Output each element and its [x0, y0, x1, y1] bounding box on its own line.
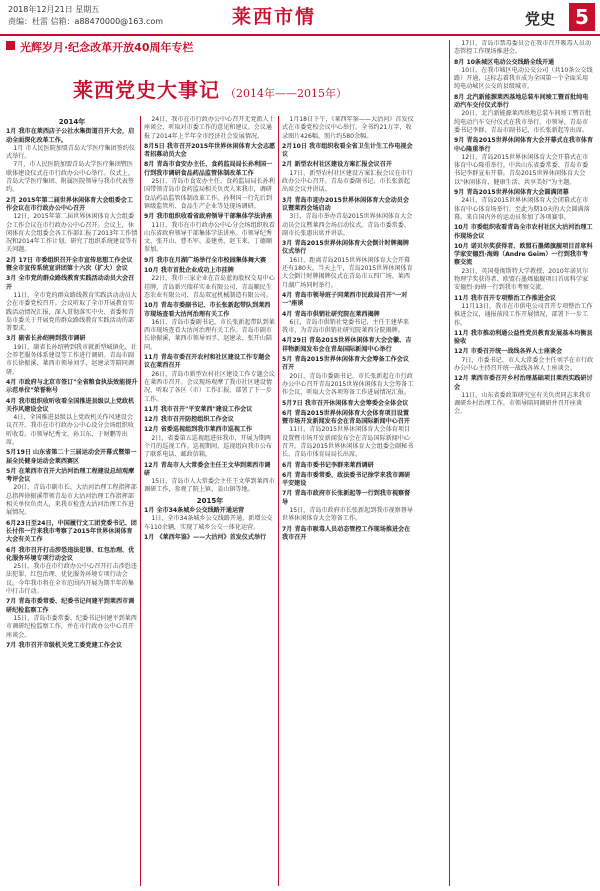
event-heading: 11月 我市召开"平安莱西"建设工作会议 [144, 405, 253, 413]
article-title-main: 莱西党史大事记 [72, 78, 220, 102]
section-title: 党史 [525, 10, 556, 28]
event-heading: 11月 我市推动利通公益性党员教育发展基本均衡县验收 [454, 329, 593, 346]
text-column-4 [454, 40, 594, 886]
event-paragraph: 16日，青岛市委副书记、市长张新起带队到莱西市现场查看大沽河治理有关工作。青岛市副市长徐振溪，莱西市领导刘孚、赵建录、张开山陪同。 [144, 318, 275, 351]
page-number: 5 [569, 3, 595, 31]
event-paragraph: 1日，全市34条城乡公交线路开通，新增公交车110余辆，实现了城乡公交一体化运营。 [144, 515, 273, 531]
event-paragraph: 7月，市人民医院加盟青岛大学医疗集团暨医联体建设仪式在市行政办公中心举行。仪式上，青岛大学医疗集团、附属医院领导与我市代表签约。 [6, 161, 134, 194]
event-heading: 7月 我市召开市级机关党工委党建工作会议 [6, 641, 123, 649]
event-heading: 3月 青岛市迎办2015世界休闲体育大会动员会议暨莱西会场启动 [282, 196, 409, 212]
event-paragraph: 11日，青岛2015世界休闲体育大会体育项目设置暨市场开发新闻发布会在青岛国际新闻中心召开。青岛2015世界休闲体育大会组委会副秘书长、青岛市体育局局长出席。 [282, 426, 414, 459]
event-heading: 6月23日至24日，中国履行文工团党委书记、团长付伟一行来我市考察了2015年世界休闲体育大会有关工作 [6, 519, 137, 544]
event-heading: 8月 北汽新能源莱西基地总装车间竣工暨首批纯电动汽车交付仪式举行 [454, 93, 589, 110]
event-paragraph: 11日，全市党的群众路线教育实践活动动员大会在市委党校召开。会议听取了全市开展教育实践活动情况汇报，深入贯彻落实中央、省委和青岛市委关于开展党的群众路线教育实践活动的部署要求。 [6, 291, 137, 333]
event-paragraph: 23日，英国曼彻斯特大学教授、2010年诺贝尔物理学奖获得者、欧盟石墨烯旗舰项目首席科学家安德烈·海姆一行到我市考察交流。 [454, 267, 589, 292]
column-divider [449, 40, 450, 886]
event-heading: 6月 青岛市委常委、政法委书记徐学来我市调研平安建设 [282, 471, 411, 488]
event-paragraph: 6日，青岛市供销社党委书记、主任王建华来我市，为青岛市供销社研究院莱西分院揭牌。 [282, 318, 409, 335]
event-heading: 9月 青岛2015世界休闲体育大会开幕式在我市体育中心隆重举行 [454, 137, 594, 153]
event-heading: 1月 《莱西年鉴》——大沽河》首发仪式举行 [144, 533, 267, 541]
article-title-sub: （2014年——2015年） [225, 87, 348, 100]
year-heading: 2015年 [196, 496, 224, 505]
event-paragraph: 16日，距离青岛2015世界休闲体育大会开幕还有180天。当天上午，青岛2015世界休闲体育大会倒计时牌揭牌仪式在青岛市五四广场、莱西月湖广场同时举行。 [282, 256, 413, 289]
event-heading: 7月 青岛市政府市长张新起等一行到我市视察督导 [282, 490, 411, 506]
event-heading: 4月 我市组织收听收看全国推进县级以上党政机关作风建设会议 [6, 397, 135, 413]
event-paragraph: 26日，青岛市新型农村社区建设工作专题会议在莱西市召开。会议现场观摩了我市社区建设情况，听取了各区（市）工作汇报，部署了下一步工作。 [144, 370, 275, 403]
event-heading: 6月 青岛市委书记李群来莱西调研 [282, 461, 374, 469]
event-heading: 4月29日 青岛2015世界休闲体育大会会徽、吉祥物新闻发布会在青岛国际新闻中心举行 [282, 337, 412, 353]
event-heading: 12月 市委召开统一战线各界人士座谈会 [454, 348, 563, 356]
event-heading: 5月19日 山东省第二十三届运动会开幕式暨第一届全民健身运动会莱西赛区 [6, 449, 137, 465]
event-heading: 10月 我市首批企业成功上市挂牌 [144, 267, 234, 275]
column-divider [278, 116, 279, 886]
event-heading: 12月 省委巡视组到我市莱西市巡视工作 [144, 426, 253, 434]
event-heading: 12月 莱西市委召开乡村治理基础项目莱西实践研讨会 [454, 375, 593, 391]
event-paragraph: 17日，青岛市禁毒委员会在我市召开吸毒人员动态管控工作现场推进会。 [454, 40, 591, 56]
event-paragraph: 15日，青岛市人大常委会主任王文华到莱西市调研工作，参观了院上镇、姜山镇等地。 [144, 478, 275, 494]
event-paragraph: 1月 市人民医院加盟青岛大学医疗集团签约仪式举行。 [6, 144, 135, 161]
newspaper-logo: 莱西市情 [232, 6, 317, 28]
event-heading: 1月 全市34条城乡公交线路开通运营 [144, 507, 245, 515]
event-heading: 10月 诺贝尔奖获得者、欧盟石墨烯旗舰项目首席科学家安德烈·海姆（Andre Geim）一行到我市考察交流 [454, 242, 593, 267]
event-paragraph: 20日，青岛市委副书记、市长张新起在市行政办公中心召开青岛2015世界休闲体育大会筹备工作会议，听取大会各项筹备工作进展情况汇报。 [282, 372, 414, 397]
event-paragraph: 12日，2015年第二届世界休闲体育大会组委会工作会议在市行政办公中心召开。会议上，休闲体育大会组委会各工作部汇报了2013年工作情况和2014年工作计划，研究了组织系统建设等有关问题。 [6, 213, 138, 254]
event-paragraph: 11月13日，我市在市供电公司召开专项整治工作推进会议，通报前段工作开展情况，部署下一步工作。 [454, 302, 593, 327]
event-paragraph: 19日，副省长孙绍骋到我市就新型城镇化、社会养老服务体系建设等工作进行调研。青岛市副市长徐振溪、莱西市领导刘孚、赵建录等陪同调研。 [6, 343, 137, 376]
header-editor: 责编：杜雷 信箱：a88470000@163.com [8, 17, 164, 26]
event-heading: 12月 青岛市人大常委会主任王文华到莱西市调研 [144, 461, 271, 477]
text-column-1 [6, 116, 138, 886]
event-heading: 12月 我市召开防控组织工作会议 [144, 416, 234, 424]
event-heading: 5月 青岛2015世界休闲体育大会筹备工作会议召开 [282, 356, 409, 372]
event-paragraph: 3日，青岛市举办青岛2015世界休闲体育大会动员会议暨莱西会场启动仪式。青岛市委常委、副市长张惠出席并讲话。 [282, 213, 413, 237]
square-bullet-icon [6, 41, 15, 50]
event-heading: 6月 我市召开打击涉恐违法犯罪、红包治理、优化服务环境专项行动会议 [6, 546, 135, 562]
banner-text: 光辉岁月·纪念改革开放40周年专栏 [20, 41, 194, 54]
event-heading: 5月 在莱西市召开大沽河治理工程建设总结观摩考评会议 [6, 467, 135, 484]
event-paragraph: 11日，我市在市行政办公中心分会场组织收看山东省政府领导干部集体学法讲座。市领导纪秀文、张开山、曹丕军、姜建勇、赵玉来、丁德顺参加。 [144, 221, 275, 254]
event-heading: 8月 青岛市食安办主任、食药监局局长孙利国一行到我市调研食品药品监管体制改革工作 [144, 161, 273, 177]
event-heading: 7月 青岛市吸毒人员动态管控工作现场推进会在我市召开 [282, 525, 411, 541]
event-paragraph: 10日，在我市城区电动公交公司（共10条公交线路）开通，这标志着我市成为全国第一个全面采用纯电动城区公交的县级城市。 [454, 66, 593, 91]
event-heading: 2月 新型农村社区建设方案汇报会议召开 [282, 161, 392, 169]
event-heading: 4月 市政府与北京市签订"全省粮食执法效能提升示范单位"荣誉称号 [6, 378, 138, 395]
event-heading: 9月 我市在月湖广场举行全市校园集体舞大赛 [144, 256, 267, 264]
event-heading: 2月 2015年第二届世界休闲体育大会组委会工作会议在市行政办公中心召开 [6, 196, 133, 212]
column-banner [6, 38, 246, 54]
event-paragraph: 25日，青岛市食安办主任、食药监局局长孙利国带领青岛市食药监局相关负责人来我市，调研食品药品监管体制改革工作。孙利国一行先后到镇级监管所、食品生产企业等处现场调研。 [144, 178, 275, 210]
event-heading: 3月 副省长孙绍骋到我市调研 [6, 335, 86, 343]
event-heading: 4月 青岛市领导班子同莱西市民政局召开"一对一"座谈 [282, 291, 408, 308]
event-heading: 6月 青岛2015世界休闲体育大会体育项目设置暨市场开发新闻发布会在青岛国际新闻中心召开 [282, 409, 410, 426]
event-heading: 2月10日 我市组织收看全省卫生计生工作电视会议 [282, 142, 413, 159]
event-paragraph: 17日，新型农村社区建设方案汇报会议在市行政办公中心召开。青岛市委副书记、市长张新起出席会议并讲话。 [282, 169, 413, 194]
event-heading: 3月 青岛2015世界休闲体育大会倒计时牌揭牌仪式举行 [282, 240, 409, 256]
event-paragraph: 20日，青岛市副市长、大沽河治理工程指挥部总指挥徐振溪带领青岛市大沽河治理工作指挥部相关单位负责人，来我市检查大沽河治理工作进展情况。 [6, 484, 137, 517]
column-divider [140, 116, 141, 886]
page-header [0, 0, 600, 36]
event-heading: 11月 我市召开专项整治工作推进会议 [454, 294, 557, 302]
year-heading: 2014年 [58, 118, 86, 126]
event-paragraph: 24日，我市在市行政办公中心召开无党派人士座谈会，听取对市委工作的意见和建议。会议通报了2014年上半年全市经济社会发展情况。 [144, 116, 275, 140]
event-paragraph: 2日，省委第五巡视组进驻我市，开展为期两个月的巡视工作。巡视期间，巡视组向我市公布了联系电话、邮政信箱。 [144, 434, 272, 459]
event-heading: 1月 我市在莱西店子公社水集街道召开大会，启动全面深化改革工作。 [6, 128, 135, 144]
event-paragraph: 20日，北汽新能源莱西基地总装车间竣工暨首批纯电动汽车交付仪式在我市举行。市领导、青岛市委书记李群、青岛市副书记、市长张新起等出席。 [454, 110, 591, 134]
event-heading: 9月 我市组织收看省政府领导干部集体学法讲座 [144, 213, 273, 221]
event-paragraph: 15日，青岛市委常委、纪委书记何建平到莱西市调研纪检监察工作，并在市行政办公中心召开座谈会。 [6, 614, 137, 639]
event-paragraph: 24日，青岛2015世界休闲体育大会闭幕式在市体育中心体育场举行。至此为期10天的大会圆满落幕。来自国内外的运动员参加了各项赛事。 [454, 197, 590, 221]
event-paragraph: 7日，市委书记、市人大常委会主任刘孚在市行政办公中心主持召开统一战线各界人士座谈会。 [454, 356, 594, 372]
event-paragraph: 15日，青岛市政府市长张新起到我市视察督导世界休闲体育大会筹备工作。 [282, 507, 413, 523]
event-heading: 7月 青岛市委常委、纪委书记何建平到莱西市调研纪检监察工作 [6, 598, 135, 614]
event-heading: 10月 市委组织收看青岛全市农村社区大沽河治理工作现场会议 [454, 224, 593, 240]
event-heading: 8月 10条城区电动公交线路全线开通 [454, 58, 555, 66]
event-paragraph: 4日，全国推进县级以上党政机关作风建设会议召开。我市在市行政办公中心设分会场组织收听收看。市领导纪秀文、孙卫东、于财鹏等出席。 [6, 414, 134, 446]
event-paragraph: 11日，山东省委政策研究室有关负责同志来我市调研乡村治理工作。市领导陪同调研并召开座谈会。 [454, 391, 591, 416]
event-heading: 3月 全市党的群众路线教育实践活动动员大会召开 [6, 275, 135, 291]
event-heading: 5月7日 我市召开休闲体育大会筹委会全体会议 [282, 399, 409, 407]
event-heading: 8月5日 我市召开2015年世界休闲体育大会志愿者招募动员大会 [144, 142, 276, 159]
event-paragraph: 25日，我市在市行政办公中心召开打击涉恐违法犯罪、红包治理、优化服务环境专项行动会议。今年我市将在全市范围内开展为期半年的集中打击行动。 [6, 563, 137, 596]
event-heading: 4月 青岛市供销社研究院在莱西揭牌 [282, 310, 380, 318]
event-paragraph: 22日，我市三家企业在青岛蓝海股权交易中心挂牌，青岛新兴瑞祥实业有限公司、青岛顺民生态农业有限公司、青岛双冠机械制造有限公司。 [144, 275, 275, 299]
text-column-2 [144, 116, 276, 886]
event-heading: 2月 17日 市委组织召开全市宣传思想工作会议暨全市宣传系统宣讲团第十六次（扩大）会议 [6, 256, 133, 273]
event-paragraph: 1月18日下午，《莱西年鉴——大沽河》首发仪式在市委党校会议中心举行。全书约21万字，收录图片426幅，照片约580余幅。 [282, 116, 414, 140]
event-heading: 11月 青岛市委召开农村和社区建设工作专题会议在莱西召开 [144, 354, 271, 370]
event-heading: 9月 青岛2015世界休闲体育大会圆满闭幕 [454, 189, 569, 197]
header-date: 2018年12月21日 星期五 [8, 5, 100, 14]
event-heading: 10月 青岛市委副书记、市长张新起带队到莱西市现场查看大沽河治理有关工作 [144, 302, 271, 318]
article-title [0, 74, 420, 103]
text-column-3 [282, 116, 414, 886]
event-paragraph: 12日，青岛2015世界休闲体育大会开幕式在市体育中心隆重举行。中共山东省委常委、青岛市委书记李群宣布开幕。青岛2015世界休闲体育大会以"休闲体育、健康生活、共享美好"为主题。 [454, 153, 589, 186]
header-meta [8, 4, 163, 28]
